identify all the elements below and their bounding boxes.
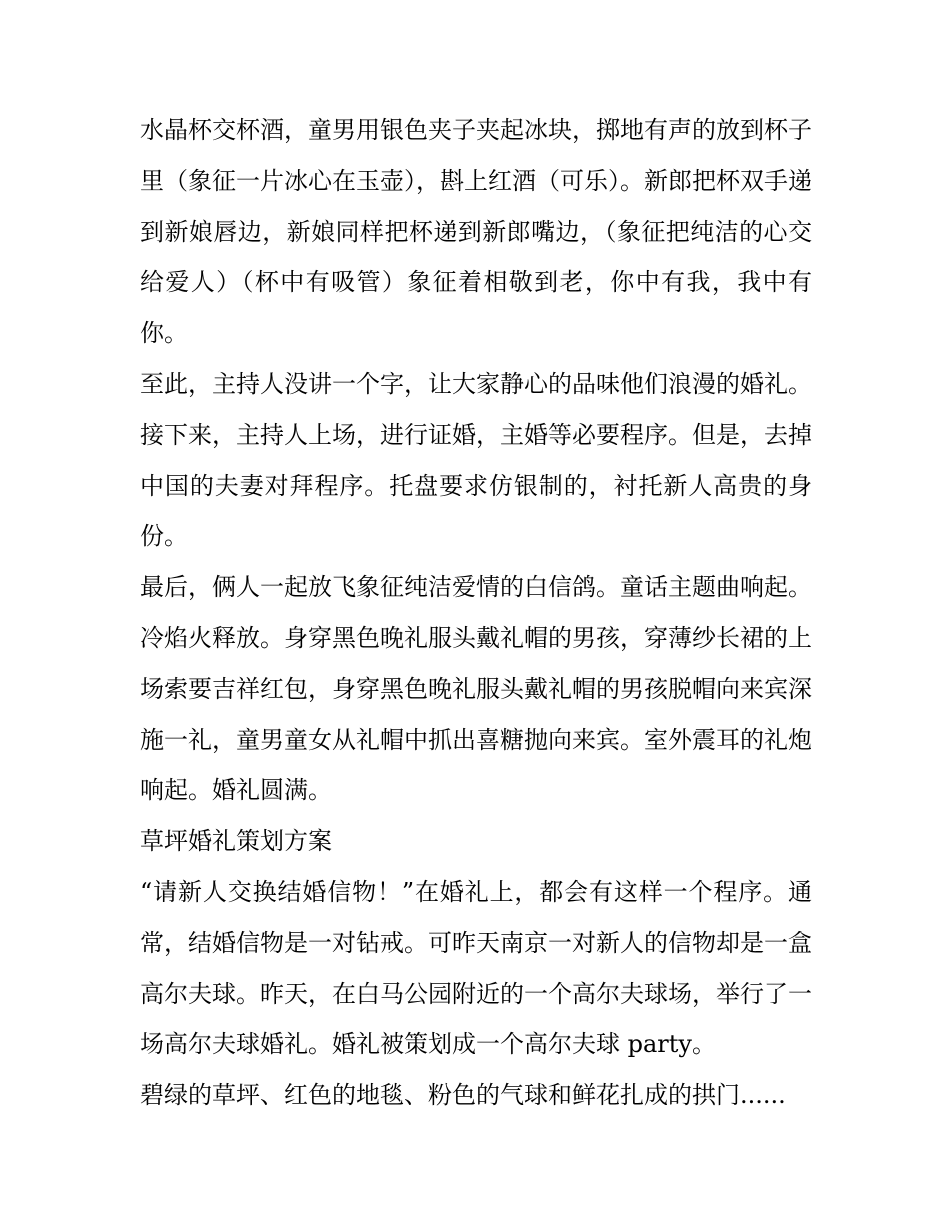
paragraph-golf-wedding: “请新人交换结婚信物！”在婚礼上，都会有这样一个程序。通常，结婚信物是一对钻戒。可昨天南京一对新人的信物却是一盒高尔夫球。昨天，在白马公园附近的一个高尔夫球场，举行了一场高尔夫球婚礼。婚礼被策划成一个高尔夫球 party。 [140,877,812,1059]
paragraph-scene-description: 碧绿的草坪、红色的地毯、粉色的气球和鲜花扎成的拱门...... [140,1081,786,1110]
document-body [140,105,812,1121]
section-heading-lawn-wedding: 草坪婚礼策划方案 [140,827,332,856]
paragraph-finale: 最后，俩人一起放飞象征纯洁爱情的白信鸽。童话主题曲响起。冷焰火释放。身穿黑色晚礼服头戴礼帽的男孩，穿薄纱长裙的上场索要吉祥红包，身穿黑色晚礼服头戴礼帽的男孩脱帽向来宾深施一礼，童男童女从礼帽中抓出喜糖抛向来宾。室外震耳的礼炮响起。婚礼圆满。 [140,573,812,805]
paragraph-toast-ritual: 水晶杯交杯酒，童男用银色夹子夹起冰块，掷地有声的放到杯子里（象征一片冰心在玉壶），斟上红酒（可乐）。新郎把杯双手递到新娘唇边，新娘同样把杯递到新郎嘴边，（象征把纯洁的心交给爱人）（杯中有吸管）象征着相敬到老，你中有我，我中有你。 [140,116,812,348]
paragraph-host-ceremony: 至此，主持人没讲一个字，让大家静心的品味他们浪漫的婚礼。接下来，主持人上场，进行证婚，主婚等必要程序。但是，去掉中国的夫妻对拜程序。托盘要求仿银制的，衬托新人高贵的身份。 [140,369,812,551]
